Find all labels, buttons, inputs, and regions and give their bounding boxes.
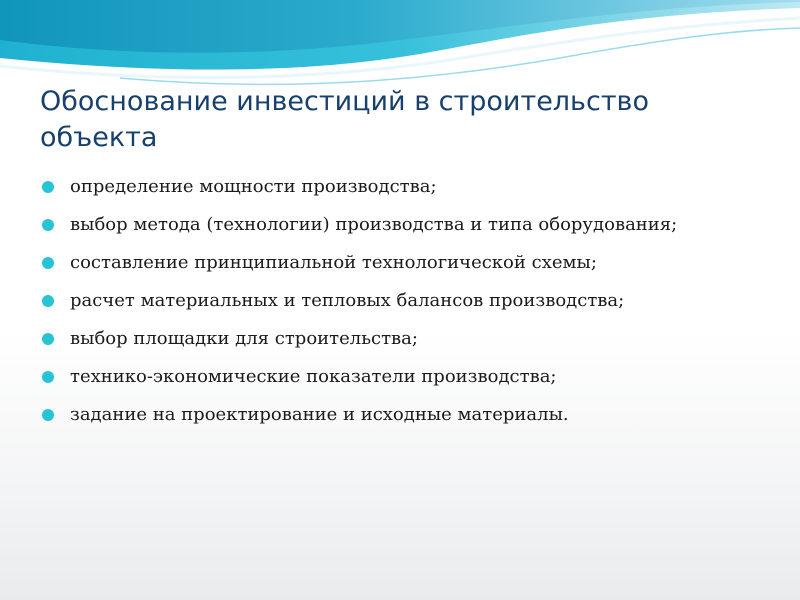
bullet-text: технико-экономические показатели производства; [70, 366, 557, 387]
bullet-dot-icon [42, 295, 54, 307]
bullet-item-method [40, 210, 760, 240]
bullet-text: расчет материальных и тепловых балансов производства; [70, 290, 625, 311]
bullet-item-assignment [40, 400, 760, 430]
bullet-dot-icon [42, 181, 54, 193]
bullet-text: выбор площадки для строительства; [70, 328, 418, 349]
bullet-text: определение мощности производства; [70, 176, 437, 197]
bullet-dot-icon [42, 257, 54, 269]
bullet-text: составление принципиальной технологической схемы; [70, 252, 597, 273]
bullet-text: задание на проектирование и исходные материалы. [70, 404, 569, 425]
bullet-item-balances [40, 286, 760, 316]
bullet-dot-icon [42, 333, 54, 345]
bullet-item-capacity [40, 172, 760, 202]
bullet-dot-icon [42, 219, 54, 231]
bullet-item-indicators [40, 362, 760, 392]
slide-title: Обоснование инвестиций в строительство объекта [40, 86, 649, 153]
bullet-text: выбор метода (технологии) производства и типа оборудования; [70, 214, 678, 235]
bullet-dot-icon [42, 371, 54, 383]
bullet-item-site [40, 324, 760, 354]
bullet-item-scheme [40, 248, 760, 278]
bullet-list [40, 172, 760, 438]
bullet-dot-icon [42, 409, 54, 421]
